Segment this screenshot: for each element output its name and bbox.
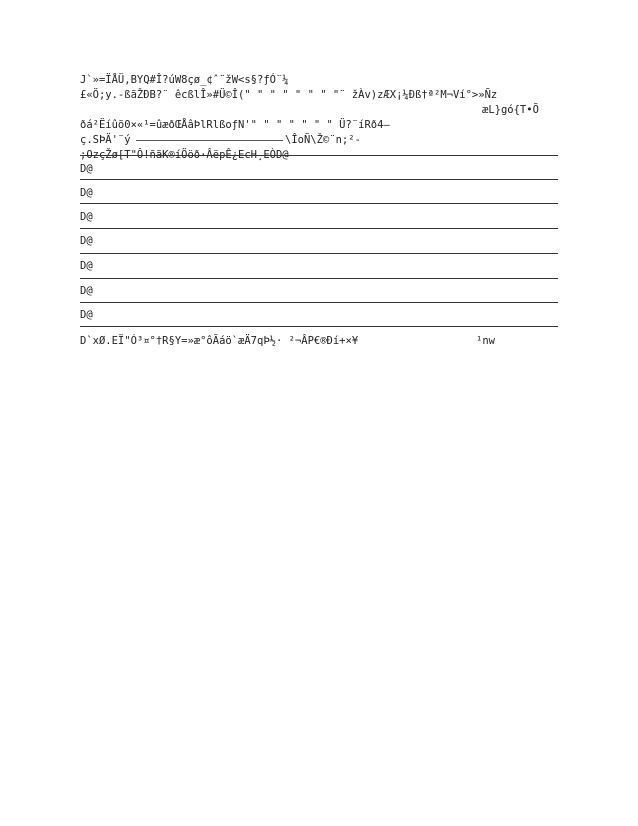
divider-5 (80, 278, 558, 279)
row-label-2: D@ (80, 187, 93, 199)
row-label-5: D@ (80, 260, 93, 272)
row-label-6: D@ (80, 285, 93, 297)
footer-right-text: ¹nw (476, 335, 495, 347)
header-line-5-left: ç.SÞÄ'¨ý (80, 134, 131, 146)
divider-2 (80, 203, 558, 204)
divider-7 (80, 326, 558, 327)
footer-text: D`xØ.EÏ"Ó³¤°†R§Y=»æ°ôÃáö`æÄ7qÞ½· ²¬ÂP€®Ðí+×¥ (80, 335, 359, 347)
row-label-4: D@ (80, 235, 93, 247)
header-line-5-mid: \ÎoÑ\Ž©¨n;²- (285, 134, 361, 146)
divider-3 (80, 228, 558, 229)
header-inline-rule (136, 140, 283, 141)
row-label-7: D@ (80, 309, 93, 321)
divider-6 (80, 302, 558, 303)
row-label-3: D@ (80, 211, 93, 223)
row-label-1: D@ (80, 163, 93, 175)
header-line-3-right: æL}gó{T•Õ (482, 104, 539, 116)
header-line-1: J`»=ÏÅÜ,BYQ#Î?úW8çø_¢ˆ¨žW<s§?ƒÓ¨¼ (80, 74, 289, 86)
divider-1 (80, 179, 558, 180)
header-line-2: £«Ö;y.-ßãŽÐB?¨ êcßlÎ»#Ü©Î(" " " " " " " "¨ žÀv)zÆX¡¼Ðß†ª²M¬Ví°>»Ñz (80, 89, 498, 101)
divider-0 (80, 155, 558, 156)
divider-4 (80, 253, 558, 254)
header-line-4: ðá²Ëíûõ0×«¹=ûæðŒÅâÞlRlßoƒN'" " " " " " " Ü?¨íRð4— (80, 119, 390, 131)
header-line-6: ;OzçŽø[T"Ô!ñãK®íÖöð·ÂëpÊ¿EcH¸EÒD@ (80, 149, 289, 161)
